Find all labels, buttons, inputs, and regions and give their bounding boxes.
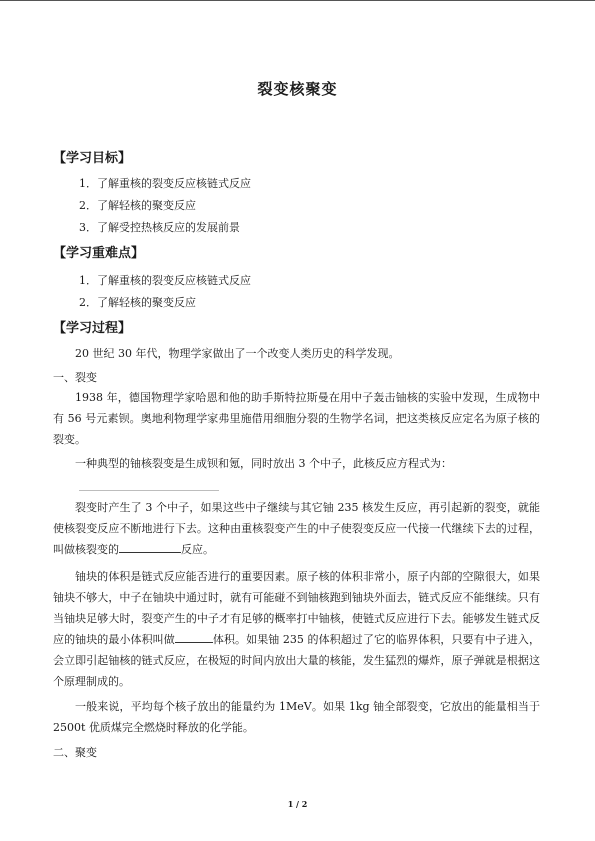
- fusion-section-heading: 二、聚变: [53, 746, 97, 759]
- key-point-item-2: 2．了解轻核的聚变反应: [79, 296, 196, 309]
- fission-paragraph-5: 一般来说，平均每个核子放出的能量约为 1MeV。如果 1kg 铀全部裂变，它放出的能量相当于 2500t 优质煤完全燃烧时释放的化学能。: [53, 700, 540, 734]
- fission-paragraph-3-end: 反应。: [181, 543, 214, 556]
- fission-paragraph-2: 一种典型的铀核裂变是生成钡和氪，同时放出 3 个中子，此核反应方程式为：: [75, 457, 452, 470]
- objectives-heading: 【学习目标】: [53, 151, 132, 166]
- key-point-item-1: 1．了解重核的裂变反应核链式反应: [79, 274, 251, 287]
- intro-paragraph: 20 世纪 30 年代，物理学家做出了一个改变人类历史的科学发现。: [75, 347, 400, 360]
- fission-paragraph-4-text: 铀块的体积是链式反应能否进行的重要因素。原子核的体积非常小，原子内部的空隙很大，如果铀块不够大，中子在铀块中通过时，就有可能碰不到铀核跑到铀块外面去，链式反应不能继续。只有当铀块足够大时，裂变产生的中子才有足够的概率打中铀核，使链式反应进行下去。能够发生链式反应的铀块的最小体积叫做: [53, 570, 540, 646]
- fission-paragraph-1: 1938 年，德国物理学家哈恩和他的助手斯特拉斯曼在用中子轰击铀核的实验中发现，生成物中有 56 号元素钡。奥地利物理学家弗里施借用细胞分裂的生物学名词，把这类核反应定名为原子核的裂变。: [53, 391, 540, 446]
- equation-blank[interactable]: [79, 490, 219, 491]
- fission-paragraph-4-end: 体积。如果铀 235 的体积超过了它的临界体积，只要有中子进入，会立即引起铀核的链式反应，在极短的时间内放出大量的核能，发生猛烈的爆炸，原子弹就是根据这个原理制成的。: [53, 633, 540, 688]
- top-border: [0, 0, 595, 1]
- objective-item-1: 1．了解重核的裂变反应核链式反应: [79, 177, 251, 190]
- objective-item-3: 3．了解受控热核反应的发展前景: [79, 221, 240, 234]
- key-points-heading: 【学习重难点】: [53, 246, 145, 261]
- fission-section-heading: 一、裂变: [53, 371, 97, 384]
- fission-paragraph-3: [53, 497, 540, 560]
- objective-item-2: 2．了解轻核的聚变反应: [79, 199, 196, 212]
- page-number: 1 / 2: [287, 799, 308, 809]
- critical-volume-blank[interactable]: [175, 642, 213, 643]
- page-title: 裂变核聚变: [257, 80, 338, 98]
- chain-reaction-blank[interactable]: [119, 552, 181, 553]
- fission-paragraph-4: [53, 566, 540, 692]
- fission-paragraph-3-text: 裂变时产生了 3 个中子，如果这些中子继续与其它铀 235 核发生反应，再引起新的裂变，就能使核裂变反应不断地进行下去。这种由重核裂变产生的中子使裂变反应一代接一代继续下去的过程，叫做核裂变的: [53, 501, 540, 556]
- process-heading: 【学习过程】: [53, 321, 132, 336]
